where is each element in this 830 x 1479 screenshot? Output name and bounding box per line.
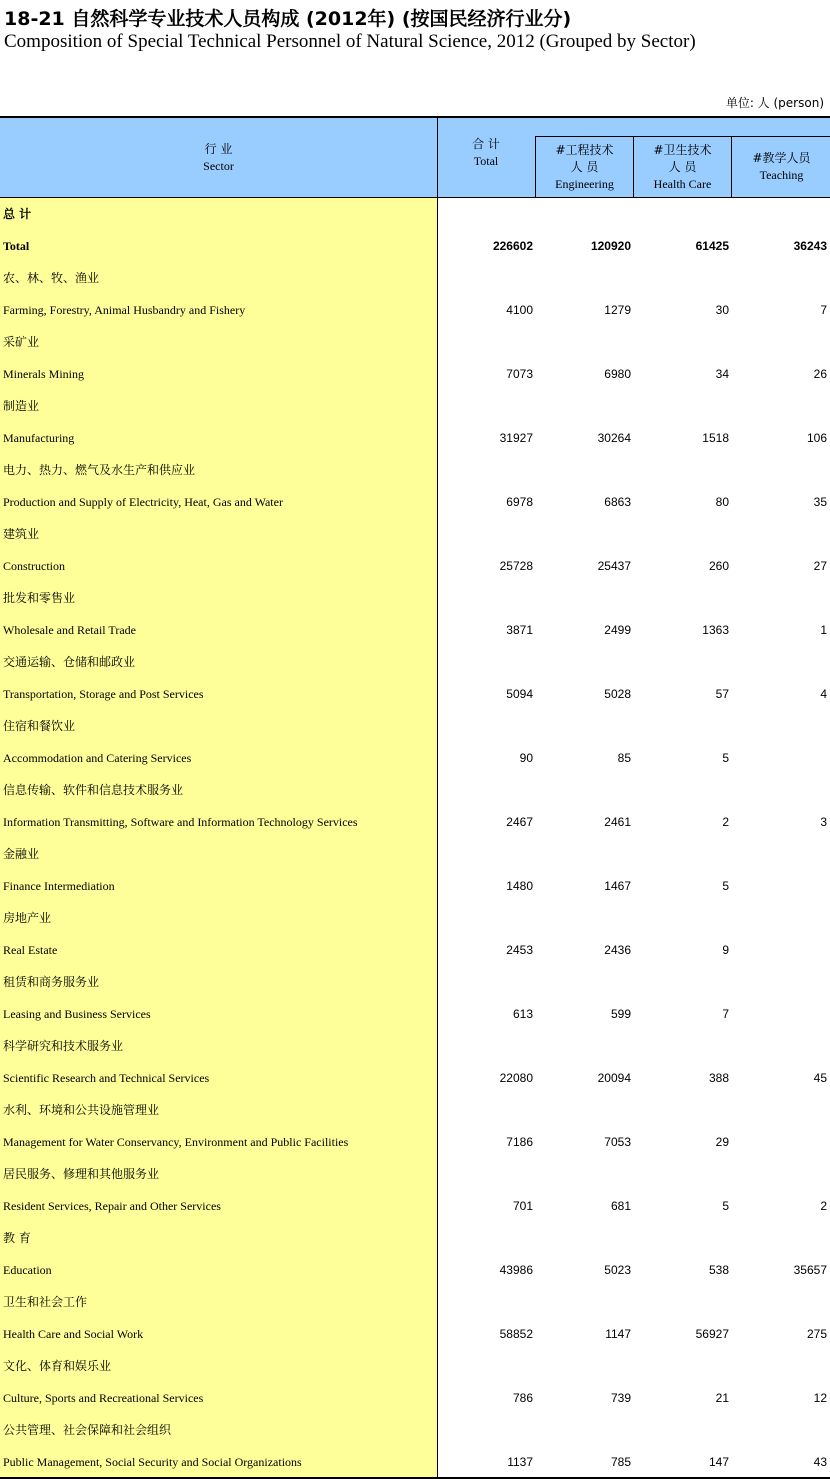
table-header — [0, 116, 830, 198]
sector-name-en: Farming, Forestry, Animal Husbandry and Fishery — [3, 303, 246, 317]
table-row-cn — [0, 454, 830, 486]
cell-total: 43986 — [499, 1263, 533, 1277]
cell-health-care: 30 — [715, 303, 729, 317]
cell-engineering: 681 — [610, 1199, 631, 1213]
table-row-cn — [0, 198, 830, 230]
cell-engineering: 5023 — [604, 1263, 631, 1277]
cell-health-care: 9 — [722, 943, 729, 957]
sector-name-en: Education — [3, 1263, 52, 1277]
cell-teaching: 27 — [813, 559, 827, 573]
header-health — [633, 136, 731, 197]
sector-name-cn: 文化、体育和娱乐业 — [3, 1359, 112, 1373]
table-row-cn — [0, 1158, 830, 1190]
table-row-cn — [0, 1030, 830, 1062]
cell-total: 25728 — [499, 559, 533, 573]
cell-total: 226602 — [492, 239, 533, 253]
cell-health-care: 61425 — [695, 239, 729, 253]
table-row-cn — [0, 518, 830, 550]
sector-name-cn: 水利、环境和公共设施管理业 — [3, 1103, 160, 1117]
header-health-en: Health Care — [653, 176, 712, 191]
cell-health-care: 147 — [708, 1455, 729, 1469]
header-total — [438, 118, 534, 197]
table-row — [0, 678, 830, 710]
cell-total: 613 — [512, 1007, 533, 1021]
sector-name-en: Wholesale and Retail Trade — [3, 623, 136, 637]
cell-engineering: 85 — [617, 751, 631, 765]
sector-name-cn: 公共管理、社会保障和社会组织 — [3, 1423, 172, 1437]
cell-teaching — [732, 742, 827, 774]
sector-name-en: Culture, Sports and Recreational Services — [3, 1391, 204, 1405]
cell-health-care: 1518 — [702, 431, 729, 445]
header-teaching — [731, 136, 830, 197]
cell-teaching: 45 — [813, 1071, 827, 1085]
table-row-cn — [0, 774, 830, 806]
header-teach-cn: #教学人员 — [752, 151, 811, 165]
cell-teaching: 35657 — [793, 1263, 827, 1277]
cell-total: 90 — [519, 751, 533, 765]
cell-teaching: 43 — [813, 1455, 827, 1469]
header-sector-cn: 行 业 — [204, 141, 233, 156]
table-row — [0, 230, 830, 262]
header-health-cn2: 人 员 — [668, 159, 697, 174]
table-row — [0, 614, 830, 646]
cell-total: 7073 — [506, 367, 533, 381]
cell-total: 22080 — [499, 1071, 533, 1085]
cell-health-care: 5 — [722, 879, 729, 893]
cell-teaching — [732, 870, 827, 902]
sector-name-cn: 总 计 — [3, 207, 32, 221]
cell-teaching: 12 — [813, 1391, 827, 1405]
sector-name-cn: 住宿和餐饮业 — [3, 719, 76, 733]
sector-name-en: Resident Services, Repair and Other Services — [3, 1199, 221, 1213]
cell-engineering: 6980 — [604, 367, 631, 381]
cell-engineering: 2499 — [604, 623, 631, 637]
header-eng-cn2: 人 员 — [570, 159, 599, 174]
table-row — [0, 358, 830, 390]
cell-engineering: 599 — [610, 1007, 631, 1021]
cell-teaching: 2 — [820, 1199, 827, 1213]
cell-total: 1480 — [506, 879, 533, 893]
sector-name-en: Leasing and Business Services — [3, 1007, 151, 1021]
table-row-cn — [0, 1286, 830, 1318]
cell-total: 701 — [512, 1199, 533, 1213]
cell-health-care: 2 — [722, 815, 729, 829]
cell-total: 58852 — [499, 1327, 533, 1341]
table-row — [0, 1254, 830, 1286]
cell-teaching: 4 — [820, 687, 827, 701]
cell-teaching: 3 — [820, 815, 827, 829]
cell-engineering: 2461 — [604, 815, 631, 829]
table-row-cn — [0, 646, 830, 678]
cell-engineering: 785 — [610, 1455, 631, 1469]
cell-health-care: 34 — [715, 367, 729, 381]
page-title-cn: 18-21 自然科学专业技术人员构成 (2012年) (按国民经济行业分) — [4, 8, 572, 30]
cell-health-care: 57 — [715, 687, 729, 701]
header-engineering — [535, 136, 633, 197]
cell-engineering: 30264 — [597, 431, 631, 445]
sector-name-en: Information Transmitting, Software and Information Technology Services — [3, 815, 358, 829]
cell-health-care: 56927 — [695, 1327, 729, 1341]
cell-teaching: 36243 — [793, 239, 827, 253]
cell-total: 3871 — [506, 623, 533, 637]
cell-teaching: 35 — [813, 495, 827, 509]
cell-health-care: 21 — [715, 1391, 729, 1405]
cell-teaching: 1 — [820, 623, 827, 637]
cell-engineering: 6863 — [604, 495, 631, 509]
sector-name-cn: 电力、热力、燃气及水生产和供应业 — [3, 463, 196, 477]
table-row — [0, 422, 830, 454]
header-total-cn: 合 计 — [472, 136, 500, 151]
table-row — [0, 934, 830, 966]
header-health-cn1: #卫生技术 — [653, 142, 712, 157]
table-row-cn — [0, 390, 830, 422]
table-row-cn — [0, 710, 830, 742]
sector-name-en: Health Care and Social Work — [3, 1327, 144, 1341]
cell-engineering: 120920 — [590, 239, 631, 253]
cell-health-care: 538 — [708, 1263, 729, 1277]
cell-health-care: 29 — [715, 1135, 729, 1149]
sector-name-en: Production and Supply of Electricity, Heat, Gas and Water — [3, 495, 283, 509]
cell-health-care: 5 — [722, 751, 729, 765]
sector-name-cn: 科学研究和技术服务业 — [3, 1039, 124, 1053]
table-row — [0, 742, 830, 774]
header-total-en: Total — [473, 153, 499, 168]
cell-teaching — [732, 1126, 827, 1158]
sector-name-en: Construction — [3, 559, 65, 573]
cell-teaching: 275 — [806, 1327, 827, 1341]
sector-name-cn: 采矿业 — [3, 335, 40, 349]
header-teach-en: Teaching — [759, 168, 804, 182]
header-eng-en: Engineering — [555, 176, 614, 191]
table-row-cn — [0, 966, 830, 998]
cell-engineering: 1467 — [604, 879, 631, 893]
sector-name-en: Minerals Mining — [3, 367, 84, 381]
table-row — [0, 1382, 830, 1414]
table-row-cn — [0, 1222, 830, 1254]
cell-teaching: 106 — [806, 431, 827, 445]
cell-health-care: 5 — [722, 1199, 729, 1213]
table-row-cn — [0, 902, 830, 934]
table-row — [0, 1318, 830, 1350]
sector-name-cn: 交通运输、仓储和邮政业 — [3, 655, 136, 669]
sector-name-cn: 房地产业 — [3, 911, 52, 925]
sector-name-cn: 卫生和社会工作 — [3, 1295, 88, 1309]
sector-name-en: Real Estate — [3, 943, 58, 957]
cell-teaching: 26 — [813, 367, 827, 381]
sector-name-en: Transportation, Storage and Post Services — [3, 687, 204, 701]
table-row-cn — [0, 838, 830, 870]
sector-name-en: Scientific Research and Technical Services — [3, 1071, 210, 1085]
table-row — [0, 806, 830, 838]
sector-name-cn: 农、林、牧、渔业 — [3, 271, 100, 285]
cell-health-care: 1363 — [702, 623, 729, 637]
cell-total: 5094 — [506, 687, 533, 701]
cell-teaching: 7 — [820, 303, 827, 317]
cell-engineering: 25437 — [597, 559, 631, 573]
table-row — [0, 1190, 830, 1222]
cell-teaching — [732, 934, 827, 966]
cell-health-care: 388 — [708, 1071, 729, 1085]
table-row — [0, 998, 830, 1030]
sector-name-en: Finance Intermediation — [3, 879, 115, 893]
cell-total: 2453 — [506, 943, 533, 957]
table-row — [0, 1126, 830, 1158]
table-row — [0, 294, 830, 326]
table-row-cn — [0, 262, 830, 294]
cell-health-care: 7 — [722, 1007, 729, 1021]
table-row-cn — [0, 326, 830, 358]
sector-name-en: Manufacturing — [3, 431, 75, 445]
table-row — [0, 1446, 830, 1478]
page-title-en: Composition of Special Technical Personnel of Natural Science, 2012 (Grouped by Sector) — [4, 31, 696, 52]
cell-health-care: 80 — [715, 495, 729, 509]
table-row-cn — [0, 1094, 830, 1126]
sector-name-cn: 信息传输、软件和信息技术服务业 — [3, 783, 184, 797]
sector-name-cn: 建筑业 — [3, 527, 40, 541]
table-row-cn — [0, 1350, 830, 1382]
sector-name-cn: 金融业 — [3, 847, 40, 861]
sector-name-en: Management for Water Conservancy, Environment and Public Facilities — [3, 1135, 349, 1149]
cell-health-care: 260 — [708, 559, 729, 573]
cell-engineering: 20094 — [597, 1071, 631, 1085]
cell-engineering: 739 — [610, 1391, 631, 1405]
table-row-cn — [0, 1414, 830, 1446]
table-row — [0, 870, 830, 902]
header-sector — [0, 118, 437, 197]
sector-name-cn: 批发和零售业 — [3, 591, 76, 605]
cell-total: 1137 — [507, 1455, 533, 1469]
header-eng-cn1: #工程技术 — [555, 142, 614, 157]
table-row — [0, 1062, 830, 1094]
cell-teaching — [732, 998, 827, 1030]
cell-total: 786 — [512, 1391, 533, 1405]
cell-engineering: 7053 — [604, 1135, 631, 1149]
table-row — [0, 550, 830, 582]
cell-total: 7186 — [506, 1135, 533, 1149]
cell-engineering: 5028 — [604, 687, 631, 701]
cell-total: 6978 — [506, 495, 533, 509]
sector-name-en: Public Management, Social Security and Social Organizations — [3, 1455, 302, 1469]
cell-total: 4100 — [506, 303, 533, 317]
sector-name-cn: 居民服务、修理和其他服务业 — [3, 1167, 160, 1181]
sector-name-en: Accommodation and Catering Services — [3, 751, 192, 765]
cell-engineering: 2436 — [604, 943, 631, 957]
unit-label: 单位: 人 (person) — [725, 96, 824, 110]
cell-total: 31927 — [499, 431, 533, 445]
table-row — [0, 486, 830, 518]
sector-name-cn: 制造业 — [3, 399, 40, 413]
cell-total: 2467 — [506, 815, 533, 829]
cell-engineering: 1147 — [605, 1327, 631, 1341]
sector-name-en: Total — [3, 239, 30, 253]
sector-name-cn: 租赁和商务服务业 — [3, 975, 100, 989]
sector-name-cn: 教 育 — [3, 1231, 31, 1245]
header-sector-en: Sector — [203, 158, 234, 173]
table-row-cn — [0, 582, 830, 614]
cell-engineering: 1279 — [604, 303, 631, 317]
